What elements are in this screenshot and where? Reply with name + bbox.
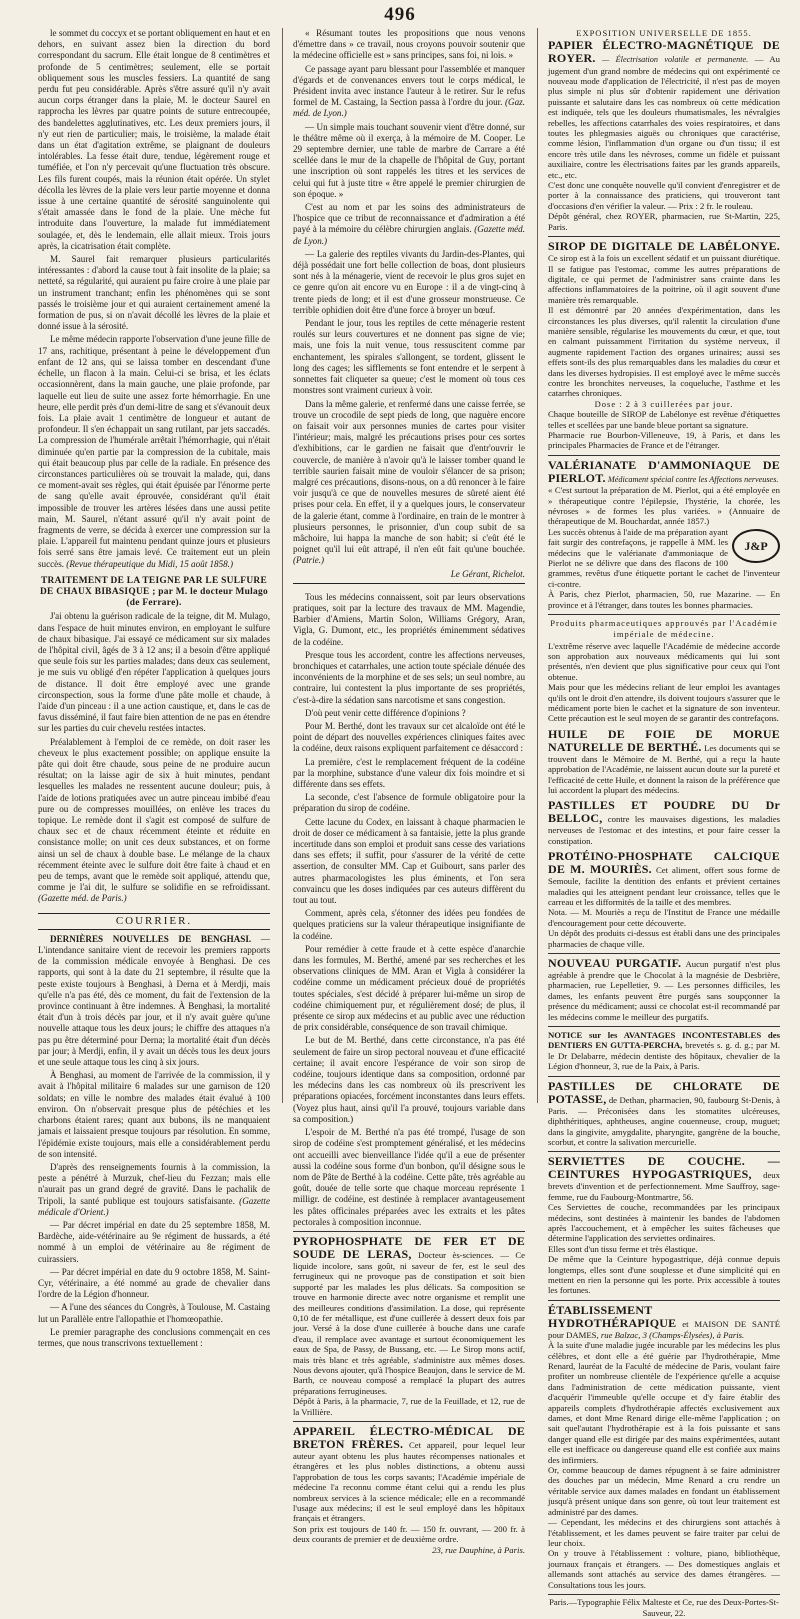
ad-body: — Cependant, les médecins et des chirurgiens sont attachés à l'établissement, et les dames peuvent se faire traiter par celui de leur choix.	[548, 1517, 780, 1548]
article-heading: TRAITEMENT DE LA TEIGNE PAR LE SULFURE DE CHAUX BIBASIQUE ; par M. le docteur Mulago (de Ferrare).	[39, 575, 268, 609]
paragraph: — Par décret impérial en date du 25 septembre 1858, M. Bardèche, aide-vétérinaire au 9e régiment de hussards, a été nommé à un emploi de vétérinaire au 8e régiment de cuirassiers.	[38, 1219, 270, 1264]
divider	[548, 1076, 780, 1077]
ad-body: Aucun purgatif n'est plus agréable à prendre que le Chocolat à la magnésie de Desbrière, pharmacien, rue Lepelletier, 9. — Les personnes difficiles, les dames, les enfants peuvent être purgés sans soupçonner la présence du médicament; aussi ce chocolat est-il recommandé par les médecins comme le meilleur des purgatifs.	[548, 959, 781, 1022]
advertisement-huile-berthe	[548, 728, 780, 796]
advertisement-pyrophosphate	[293, 1235, 525, 1417]
column-left	[38, 28, 270, 1348]
paragraph	[293, 202, 525, 247]
divider	[548, 1300, 780, 1301]
divider	[548, 1151, 780, 1152]
ad-body: brevetés s. g. d. g.; par M. le Dr Delabarre, médecin dentiste des hôpitaux, chevalier de la Légion d'honneur, 3, rue de la Paix, à Paris.	[548, 1040, 781, 1072]
source-citation: (Patrie.)	[293, 555, 325, 566]
paragraph	[38, 1162, 270, 1218]
paragraph: le sommet du coccyx et se portant obliquement en haut et en dehors, en suivant assez bien la direction du bord correspondant du sacrum. Elle était longue de 8 centimètres et profonde de 5 centimètres; seulement, elle se portait obliquement sous les muscles fessiers. La quantité de sang perdu fut peu considérable. Après s'être assuré qu'il n'y avait aucun corps étranger dans la plaie, M. le docteur Saurel en rapprocha les lèvres par quatre points de suture entrecoupée, des bandelettes agglutinatives, etc. Les deux premiers jours, il n'y eut rien de particulier; mais, le troisième, la malade était dans un état d'agitation extrême, se plaignant de douleurs intolérables. La fesse était dure, tendue, légèrement rouge et tuméfiée, et l'on n'y percevait qu'une fluctuation très obscure. Les fils furent coupés, mais la réunion était opérée. Un stylet décolla les lèvres de la plaie vers leur partie moyenne et donna issue à une certaine quantité de sérosité sanguinolente qui s'était amassée dans le fond de la plaie. Une mèche fut introduite dans l'ouverture, la malade fut immédiatement soulagée, et, dès le lendemain, elle allait mieux. Trois jours après, la cicatrisation était complète.	[38, 28, 270, 251]
paragraph: « Résumant toutes les propositions que nous venons d'émettre dans » ce travail, nous croyons pouvoir soutenir que la médecine officielle est » sans principes, sans foi, ni lois. »	[293, 28, 525, 61]
paragraph: — Un simple mais touchant souvenir vient d'être donné, sur le théâtre même où il exerça, à la mémoire de M. Cooper. Le 29 septembre dernier, une table de marbre de Carrare a été scellée dans le mur de la chapelle de l'hôpital de Guy, portant une inscription où sont rappelés les titres et les services de celui qui fut à juste titre « être appelé le premier chirurgien de son époque. »	[293, 121, 525, 199]
advertisement-purgatif	[548, 957, 780, 1022]
ad-body: Ce sirop est à la fois un excellent sédatif et un puissant diurétique. Il se fatigue pas l'estomac, comme les autres préparations de digitale, ce qui permet de l'administrer sans crainte dans les affections inflammatoires de la poitrine, où il agit souvent d'une manière très remarquable.	[548, 253, 780, 305]
divider	[293, 1231, 525, 1232]
article-heading: DERNIÈRES NOUVELLES DE BENGHASI.	[50, 933, 252, 944]
divider	[548, 1026, 780, 1027]
paragraph	[38, 334, 270, 569]
ad-title: PASTILLES DE CHLORATE DE POTASSE,	[548, 1078, 780, 1106]
ad-body: Ces Serviettes de couche, recommandées par les principaux médecins, sont destinées à maintenir les bandes de l'abdomen après l'accouchement, et à empêcher les suites fâcheuses que détermine l'application des serviettes ordinaires.	[548, 1202, 780, 1244]
ad-title: PAPIER ÉLECTRO-MAGNÉTIQUE DE ROYER.	[548, 38, 780, 66]
ad-dose: Dose : 2 à 3 cuillerées par jour.	[594, 398, 734, 409]
ad-note: Nota. — M. Mouriès a reçu de l'Institut de France une médaille d'encouragement pour cette découverte.	[548, 907, 780, 928]
paragraph: Pendant le jour, tous les reptiles de cette ménagerie restent roulés sur leurs couvertures et ne donnent pas signe de vie; mais, une fois la nuit venue, tous ressuscitent comme par enchantement, les spirales s'allongent, se tordent, glissent le long des cages; les sifflements se font entendre et le serpent à sonnettes fait cliqueter sa queue; c'est le moment où tous ces monstres sont vraiment curieux à voir.	[293, 318, 525, 396]
paragraph: Le but de M. Berthé, dans cette circonstance, n'a pas été seulement de faire un sirop pectoral nouveau et d'une efficacité certaine; il avait encore l'espérance de voir son sirop de codéine, toujours identique dans sa composition, ordonné par les médecins dans les cas nombreux où ils prescrivent les préparations opiacées, forcément inconstantes dans leurs effets. (Voyez plus haut, ainsi qu'il l'a prouvé, toujours variable dans sa composition.)	[293, 1035, 525, 1124]
advertisement-breton	[293, 1425, 525, 1555]
advertisement-labelonye	[548, 240, 780, 451]
paragraph: L'espoir de M. Berthé n'a pas été trompé, l'usage de son sirop de codéine s'est promptement généralisé, et les médecins ont accueilli avec bienveillance l'idée qu'il a eue de présenter aussi la codéine sous forme d'un bonbon, qu'il désigne sous le nom de Pâte de Berthé à la codéine. Cette pâte, très agréable au goût, douée de telle sorte que chaque morceau représente 1 milligr. de codéine, est destinée à remplacer avantageusement les pâtes officinales préparées avec les extraits et les pâtes pectorales à composition inconnue.	[293, 1127, 525, 1227]
ad-note: Un dépôt des produits ci-dessus est établi dans une des principales pharmacies de chaque ville.	[548, 928, 780, 949]
paragraph: Presque tous les accordent, contre les affections nerveuses, bronchiques et catarrhales, une action toute spéciale dénuée des inconvénients de la morphine et de ses sels; un seul nombre, au contraire, lui contestent la plus importante de ses propriétés, c'est-à-dire la sédation sans narcotisme et sans congestion.	[293, 649, 525, 705]
ad-body: Cet appareil, pour lequel leur auteur ayant obtenu les plus hautes récompenses nationales et étrangères et les plus nobles distinctions, a obtenu aussi l'approbation de tous les corps savants; l'Académie impériale de médecine l'a reconnu comme étant celui qui a rendu les plus nombreux services à la science médicale; elle en a recommandé l'usage aux médecins; il est le seul employé dans les hôpitaux français et étrangers.	[293, 1440, 525, 1524]
source-citation: (Gaz. méd. de Lyon.)	[293, 97, 525, 119]
paragraph: Tous les médecins connaissent, soit par leurs observations pratiques, soit par la lecture des travaux de MM. Magendie, Barbier d'Amiens, Martin Solon, Williams Grégory, Aran, Vigla, G. Dumont, etc., les propriétés éminemment sédatives de la codéine.	[293, 591, 525, 647]
ad-body: deux brevets d'invention et de perfectionnement. Mme Sauffroy, sage-femme, rue du Faubourg-Montmartre, 56.	[548, 1170, 780, 1202]
ad-subtitle: et MAISON DE SANTÉ pour DAMES,	[548, 1318, 780, 1340]
ad-title: SERVIETTES DE COUCHE. — CEINTURES HYPOGASTRIQUES,	[548, 1154, 780, 1182]
divider	[548, 455, 780, 456]
paragraph: Comment, après cela, s'étonner des idées peu fondées de quelques praticiens sur la valeur thérapeutique insignifiante de la codéine.	[293, 908, 525, 941]
paragraph	[38, 934, 270, 1068]
paragraph: Le premier paragraphe des conclusions commençait en ces termes, que nous transcrivons textuellement :	[38, 1326, 270, 1348]
ad-body: contre les mauvaises digestions, les maladies nerveuses de l'estomac et des intestins, et pour faire cesser la constipation.	[548, 814, 781, 846]
paragraph: J'ai obtenu la guérison radicale de la teigne, dit M. Mulago, dans l'espace de huit minutes environ, en employant le sulfure de chaux bibasique. J'ai essayé ce médicament sur six malades de l'hôpital civil, âgés de 3 à 12 ans; il a besoin d'être appliqué que seule fois sur les parties malades; dans deux cas seulement, je me suis vu obligé d'en répéter l'application à quelques jours de distance. Il doit être employé avec une grande circonspection, sous la forme d'une pâte molle et chaude, à l'aide d'un pinceau : il a une action caustique, et, dans le cas de favus disséminé, il faut faire bien attention de ne pas en étendre sur les parties du cuir chevelu restées intactes.	[38, 611, 270, 734]
ad-title: PASTILLES ET POUDRE DU Dr BELLOC,	[548, 798, 780, 826]
ad-body: Mais pour que les médecins reliant de leur emploi les avantages qu'ils ont le droit d'en attendre, ils doivent toujours s'assurer que le médicament porte bien le cachet et la signature de son inventeur. Cette précaution est le seul moyen de se garantir des contrefaçons.	[548, 682, 780, 724]
ad-note: Chaque bouteille de SIROP de Labélonye est revêtue d'étiquettes telles et scellées par une bande bleue portant sa signature.	[548, 409, 780, 430]
paragraph: — A l'une des séances du Congrès, à Toulouse, M. Castaing lut un Parallèle entre l'allopathie et l'homœopathie.	[38, 1302, 270, 1324]
ad-address: À Paris, chez Pierlot, pharmacien, 50, rue Mazarine. — En province et à l'étranger, dans toutes les bonnes pharmacies.	[548, 589, 780, 610]
ad-body: de Dethan, pharmacien, 90, faubourg St-Denis, à Paris. — Préconisées dans les stomatites ulcéreuses, diphthéritiques, aphtheuses, angine couenneuse, croup, muguet; dans la gingivite, amygdalite, pharyngite, gangrène de la bouche, scorbut, et contre la salivation mercurielle.	[548, 1094, 780, 1147]
section-heading: Produits pharmaceutiques approuvés par l'Académie impériale de médecine.	[550, 618, 778, 640]
paragraph: Pour remédier à cette fraude et à cette espèce d'anarchie dans les formules, M. Berthé, amené par ses recherches et les observations cliniques de MM. Aran et Vigla à considérer la codéine comme un médicament précieux doué de propriétés toutes spéciales, s'est décidé à préparer lui-même un sirop de codéine chimiquement pur, et régulièrement dosé; de plus, il présente ce sirop aux médecins et au public avec une réduction de prix considérable, conséquence de son travail chimique.	[293, 943, 525, 1033]
ad-body: C'est donc une conquête nouvelle qu'il convient d'enregistrer et de porter à la connaissance des praticiens, qui trouveront tant d'occasions d'en vérifier la valeur. — Prix : 2 fr. le rouleau.	[548, 180, 780, 211]
paragraph-text: Préalablement à l'emploi de ce remède, on doit raser les cheveux le plus exactement possible; on applique ensuite la pâte qui doit être chaude, sous peine de ne produire aucun résultat; on la laisse agir de six à huit minutes, pendant lesquelles les malades ne ressentent aucune douleur; puis, à l'aide de lotions pratiquées avec un autre pinceau imbibé d'eau pure ou de compresses mouillées, on enlève les traces du topique. Le remède dont il s'agit est composé de sulfure de chaux sec et de chaux récemment éteinte et réduite en consistance molle; on unit ces deux substances, et on forme ainsi un sel de chaux à double base. Le mélange de la chaux récemment éteinte avec le sulfure doit être faite à chaud et en peu de temps, avant que le remède soit appliqué, attendu que, comme je l'ai dit, le sulfure se solidifie en se refroidissant.	[38, 736, 270, 893]
ad-title: SIROP DE DIGITALE DE LABÉLONYE.	[548, 239, 780, 254]
section-heading: COURRIER.	[38, 913, 270, 930]
advertisement-royer	[548, 39, 780, 232]
editor-signature: Le Gérant, Richelot.	[293, 569, 525, 584]
divider	[293, 1421, 525, 1422]
paragraph-text: Dans la même galerie, et renfermé dans une caisse ferrée, se trouve un crocodile de sept pieds de long, que naguère encore on faisait voir aux personnes munies de cartes pour visiter l'intérieur; mais, malgré les précautions prises pour ces sortes d'exhibitions, car le gardien ne faisait que d'entr'ouvrir le couvercle, de manière à n'avoir qu'à le laisser tomber quand le terrible saurien faisait mine de vouloir s'élancer de sa prison; malgré ces précautions, disons-nous, on a dû renoncer à le faire voir jusqu'à ce que de nouvelles mesures de sûreté aient été prises pour cela. En effet, il y a quelques jours, le conservateur de la galerie étant, comme à l'ordinaire, en train de le montrer à plusieurs personnes, le prisonnier, d'un coup subit de sa mâchoire, lui happa la manche de son habit; si c'eût été le poignet qu'il lui eût attrapé, il n'en eût fait qu'une bouchée.	[293, 398, 525, 555]
paragraph	[293, 64, 525, 120]
column-right	[537, 28, 781, 1619]
source-citation: (Gazette méd. de Paris.)	[38, 893, 127, 904]
source-citation: (Gazette méd. de Lyon.)	[293, 224, 525, 246]
ad-title: VALÉRIANATE D'AMMONIAQUE DE PIERLOT.	[548, 457, 780, 485]
ad-tagline: Médicament spécial contre les Affections nerveuses.	[607, 474, 779, 484]
paragraph-text: — L'intendance sanitaire vient de recevoir les premiers rapports de la commission médicale envoyée à Benghasi. De ces rapports, qui sont à la date du 21 septembre, il résulte que la peste existe toujours à Benghasi, à Derna et à Merdji, mais qu'elle n'a pas été, dès ce moment, du fait de l'extension de la province continuant à être indemnes. À Benghasi, la mortalité était d'un à trois décès par jour, et il n'y avait guère qu'une nouvelle attaque tous les deux jours; le chiffre des attaques n'a pas pu être déterminé pour Derna; la mortalité était d'un décès par jour; à Merdji, enfin, il y avait un décès tous les deux jours et une seule attaque tous les cinq à six jours.	[38, 933, 270, 1068]
divider	[548, 953, 780, 954]
ad-title: HUILE DE FOIE DE MORUE NATURELLE DE BERTHÉ.	[548, 726, 780, 754]
source-citation: (Gazette médicale d'Orient.)	[38, 1195, 270, 1217]
divider	[548, 236, 780, 237]
paragraph: La première, c'est le remplacement fréquent de la codéine par la morphine, substance d'une valeur dix fois moindre et si différente dans ses effets.	[293, 756, 525, 789]
paragraph: Cette lacune du Codex, en laissant à chaque pharmacien le droit de doser ce médicament à sa fantaisie, jette la plus grande incertitude dans son emploi et produit sans cesse des variations dans ses effets; il suffit, pour s'assurer de la vérité de cette assertion, de consulter MM. Cap et Guibourt, sans parler des autres pharmacologistes les plus éminents, et l'on sera convaincu que les doses indiquées par ces auteurs diffèrent du tout au tout.	[293, 816, 525, 906]
ad-title: ÉTABLISSEMENT HYDROTHÉRAPIQUE	[548, 1302, 677, 1330]
ad-body: Docteur ès-sciences. — Ce liquide incolore, sans goût, ni saveur de fer, est le seul des ferrugineux qui ne provoque pas de constipation et soit bien supporté par les malades les plus délicats. Sa composition se trouve en harmonie directe avec notre organisme et remplit une des meilleures conditions d'assimilation. La dose, qui représente 0,10 de fer métallique, est d'une cuillerée à dessert deux fois par jour. Versé à la dose d'une cuillerée à bouche dans une carafe d'eau, il remplace avec avantage et surtout économiquement les eaux de Spa, de Passy, de Bussang, etc. — Le Sirop mons actif, mais très blanc et très agréable, s'administre aux mêmes doses. Nous devons ajouter, qu'à l'hospice Beaujon, dans le service de M. Barth, ce nouveau composé a remplacé la plupart des autres préparations ferrugineuses.	[293, 1249, 526, 1396]
paragraph: Pour M. Berthé, dont les travaux sur cet alcaloïde ont été le point de départ des nouvelles expériences cliniques faites avec la codéine, deux raisons expliquent parfaitement ce désaccord :	[293, 720, 525, 754]
advertisement-serviettes	[548, 1155, 780, 1295]
advertisement-dentiers	[548, 1030, 780, 1072]
paragraph: M. Saurel fait remarquer plusieurs particularités intéressantes : d'abord la cause tout à fait insolite de la plaie; sa netteté, sa régularité, qui auraient pu faire croire à une plaie par un instrument tranchant; enfin les phénomènes qui se sont passés le troisième jour et qui auraient certainement amené la formation de pus, si on n'avait décollé les lèvres de la plaie et donné issue à la sérosité.	[38, 254, 270, 332]
divider	[548, 614, 780, 615]
paragraph	[38, 737, 270, 905]
paragraph-text: Ce passage ayant paru blessant pour l'assemblée et manquer d'égards et de convenances envers tout le corps médical, le Président invita avec instance l'auteur à le retirer. Sur le refus formel de M. Castaing, la Section passa à l'ordre du jour.	[293, 63, 525, 108]
advertisement-pierlot	[548, 459, 780, 610]
ad-title: PYROPHOSPHATE DE FER ET DE SOUDE DE LERAS,	[293, 1233, 525, 1261]
pierlot-seal-icon: J&P	[732, 529, 780, 563]
advertisement-chlorate	[548, 1080, 780, 1148]
printer-imprint: Paris.—Typographie Félix Malteste et Ce, rue des Deux-Portes-St-Sauveur, 22.	[548, 1594, 780, 1619]
paragraph: La seconde, c'est l'absence de formule obligatoire pour la préparation du sirop de codéine.	[293, 792, 525, 814]
source-citation: (Revue thérapeutique du Midi, 15 août 1858.)	[66, 558, 233, 569]
ad-tagline: — Électrisation volatile et permanente.	[602, 55, 749, 65]
paragraph-text: D'après des renseignements fournis à la commission, la peste a pénétré à Murzuk, chef-lieu du Fezzan; mais elle n'aurait pas un grand degré de gravité. Dans le pachalik de Tripoli, la santé publique est toujours satisfaisante.	[38, 1161, 270, 1206]
advertisement-mouries	[548, 850, 780, 949]
column-middle	[282, 28, 526, 1555]
ad-body: Les documents qui se trouvent dans le Mémoire de M. Berthé, qui a reçu la haute approbation de l'Académie, ne laissent aucun doute sur la pureté et l'efficacité de cette Huile, et donnent la raison de la préférence que lui accordent la plupart des médecins.	[548, 742, 781, 795]
ad-body: Elles sont d'un tissu ferme et très élastique.	[548, 1243, 698, 1254]
ad-title: NOTICE sur les AVANTAGES INCONTESTABLES des DENTIERS EN GUTTA-PERCHA,	[548, 1030, 780, 1051]
exposition-banner: EXPOSITION UNIVERSELLE DE 1855.	[576, 28, 752, 38]
ad-body: On y trouve à l'établissement : volture, piano, bibliothèque, journaux français et étrangers. — Des domestiques anglais et allemands sont attachés au service des dames étrangères. — Consultations tous les jours.	[548, 1548, 780, 1590]
ad-body: L'extrême réserve avec laquelle l'Académie de médecine accorde son approbation aux nouveaux médicaments qui lui sont présentés, n'en devient que plus significative pour ceux qui l'ont obtenue.	[548, 640, 780, 682]
ad-body: Cet aliment, offert sous forme de Semoule, facilite la dentition des enfants et prévient certaines maladies qui les atteignent pendant leur croissance, telles que le carreau et les difformités de la taille et des membres.	[548, 865, 780, 908]
paragraph	[293, 399, 525, 567]
ad-body	[548, 527, 780, 589]
advertisement-belloc	[548, 799, 780, 846]
ad-address: 23, rue Dauphine, à Paris.	[432, 1544, 525, 1555]
ad-body: Or, comme beaucoup de dames répugnent à se faire administrer des douches par un médecin, Mme Renard a cru rendre un véritable service aux dames malades en fondant un établissement jusqu'à présent unique dans son genre, où tout leur traitement est administré par des dames.	[548, 1465, 780, 1517]
page-number: 496	[384, 4, 416, 25]
ad-address: Dépôt à Paris, à la pharmacie, 7, rue de la Feuillade, et 12, rue de la Vrillière.	[293, 1396, 525, 1417]
ad-address: rue Balzac, 3 (Champs-Élysées), à Paris.	[600, 1329, 745, 1340]
ad-title: PROTÉINO-PHOSPHATE CALCIQUE DE M. MOURIÈS.	[548, 849, 780, 877]
ad-price: Son prix est toujours de 140 fr. — 150 fr. ouvrant, — 200 fr. à deux courants de premier et de deuxième ordre.	[293, 1523, 525, 1545]
ad-body: Il est démontré par 20 années d'expérimentation, dans les circonstances les plus diverses, qu'il ralentit la circulation d'une manière sensible, régularise les mouvements du cœur, et que, tout en calmant puissamment l'irritation du système nerveux, il augmente rapidement l'action des organes urinaires; aussi ses effets sont-ils des plus remarquables dans les maladies du cœur et dans les diverses hydropisies. Il est employé avec le même succès contre les bronchites nerveuses, la coqueluche, l'asthme et les catarrhes chroniques.	[548, 305, 780, 399]
paragraph: À Benghasi, au moment de l'arrivée de la commission, il y avait à l'hôpital militaire 6 malades sur une garnison de 120 soldats; en ville le nombre des malades était évalué à 100 environ. On n'observait presque plus de pétéchies et les charbons étaient rares; quant aux bubons, ils ne manquaient jamais et laissaient presque toujours par résolution. En somme, l'épidémie existe toujours, mais elle a considérablement perdu de son intensité.	[38, 1070, 270, 1159]
paragraph: — Par décret impérial en date du 9 octobre 1858, M. Saint-Cyr, vétérinaire, a été nommé au grade de chevalier dans l'ordre de la Légion d'honneur.	[38, 1266, 270, 1300]
advertisement-hydrotherapie	[548, 1304, 780, 1590]
ad-body: À la suite d'une maladie jugée incurable par les médecins les plus célèbres, et dont elle a été guérie par l'hydrothérapie, Mme Renard, lauréat de la Faculté de médecine de Paris, voulant faire profiter un nombreuse clientèle de l'expérience qu'elle a acquise dans l'administration de cette médication puissante, vient d'acquérir l'immeuble qu'elle occupe et d'y faire établir des appareils complets d'hydrothérapie affectés exclusivement aux dames, et dont Mme Renard dirige elle-même l'application ; on sait quel'autant l'hydrothérapie est à la fois puissante et sans danger quand elle est dirigée par des mains expérimentées, autant elle est inefficace ou dangereuse quand elle est confiée aux mains des infirmiers.	[548, 1340, 780, 1465]
advertisement-intro	[548, 641, 780, 724]
ad-title: NOUVEAU PURGATIF.	[548, 956, 682, 971]
column-container	[38, 28, 781, 1619]
paragraph: — La galerie des reptiles vivants du Jardin-des-Plantes, qui déjà possédait une fort belle collection de boas, dont plusieurs sont nés à la ménagerie, vient de recevoir le plus gros sujet en ce genre qu'on ait encore vu en Europe : il a de vingt-cinq à trente pieds de long; et il est d'une grosseur monstrueuse. Ce terrible ophidien doit être d'une force à broyer un bœuf.	[293, 248, 525, 315]
ad-address: Dépôt général, chez ROYER, pharmacien, rue St-Martin, 225, Paris.	[548, 211, 780, 232]
ad-title: APPAREIL ÉLECTRO-MÉDICAL DE BRETON FRÈRES.	[293, 1424, 525, 1452]
ad-address: Pharmacie rue Bourbon-Villeneuve, 19, à Paris, et dans les principales Pharmacies de France et de l'étranger.	[548, 430, 780, 451]
ad-body: « C'est surtout la préparation de M. Pierlot, qui a été employée en » thérapeutique contre l'épilepsie, l'hystérie, la chorée, les névroses » de formes les plus variées. » (Annuaire de thérapeutique de M. Bouchardat, année 1857.)	[548, 485, 780, 527]
ad-body: — Au jugement d'un grand nombre de médecins qui ont expérimenté ce nouveau mode d'application de l'électricité, il n'est pas de moyen plus simple ni plus sûr d'obtenir rapidement une dérivation puissante et salutaire dans les cas nombreux où cette médication est indiquée, tels que les douleurs rhumatismales, les névralgies rebelles, les affections catarrhales des voies respiratoires, et dans toutes les phlegmasies aiguës ou chroniques que caractérise, comme lésion, l'inflammation d'un organe ou d'un tissu; il est encore très utile dans les névroses, comme un fidèle et puissant auxiliaire, contre les électrisations faites par les grands appareils, etc., etc.	[548, 54, 780, 180]
ad-body-text: Les succès obtenus à l'aide de ma préparation ayant fait surgir des contrefaçons, je rappelle à MM. les médecins que le valérianate d'ammoniaque de Pierlot ne se délivre que dans des flacons de 100 grammes, revêtus d'une étiquette portant le cachet de l'inventeur ci-contre.	[548, 526, 780, 589]
paragraph: D'où peut venir cette différence d'opinions ?	[305, 707, 466, 718]
paragraph-text: C'est au nom et par les soins des administrateurs de l'hospice que ce tribut de reconnaissance et d'admiration a été payé à la mémoire du célèbre chirurgien anglais.	[293, 202, 525, 235]
paragraph-text: Le même médecin rapporte l'observation d'une jeune fille de 17 ans, rachitique, présentant à peine le développement d'un enfant de 12 ans, qui se laissa tomber en descendant d'une échelle, un flacon à la main. Celui-ci se brisa, et les éclats occasionnèrent, dans la main gauche, une plaie profonde, par laquelle eut lieu de suite une assez forte hémorrhagie. En une heure, elle perdit près d'un demi-litre de sang et s'évanouit deux fois. La plaie avait 1 centimètre de longueur et autant de profondeur. Il s'en échappait un sang rutilant, par jets saccadés. La compression de l'humérale arrêtait l'hémorrhagie, qui n'était diminuée qu'en partie par la compression de la cubitale, mais qui était beaucoup plus par celle de la radiale. En présence des circonstances particulières où se trouvait la malade, qui, dans ce moment-avait ses règles, qui était épuisée par l'énorme perte de sang qu'elle avait éprouvée, considérant qu'il était impossible de trouver les artères lésées dans une aussi petite main, M. Saurel, n'étant assuré qu'il n'y avait point de fragments de verre, se décida à exercer une compression sur la plaie. L'appareil fut maintenu pendant quinze jours et plusieurs fois serré sans être jamais levé. Ce traitement eut un plein succès.	[38, 334, 270, 569]
ad-body: De même que la Ceinture hypogastrique, déjà connue depuis longtemps, elles sont d'une souplesse et d'une simplicité qui en mettent en rien la personne qui les porte. Prix accessible à toutes les fortunes.	[548, 1254, 780, 1296]
